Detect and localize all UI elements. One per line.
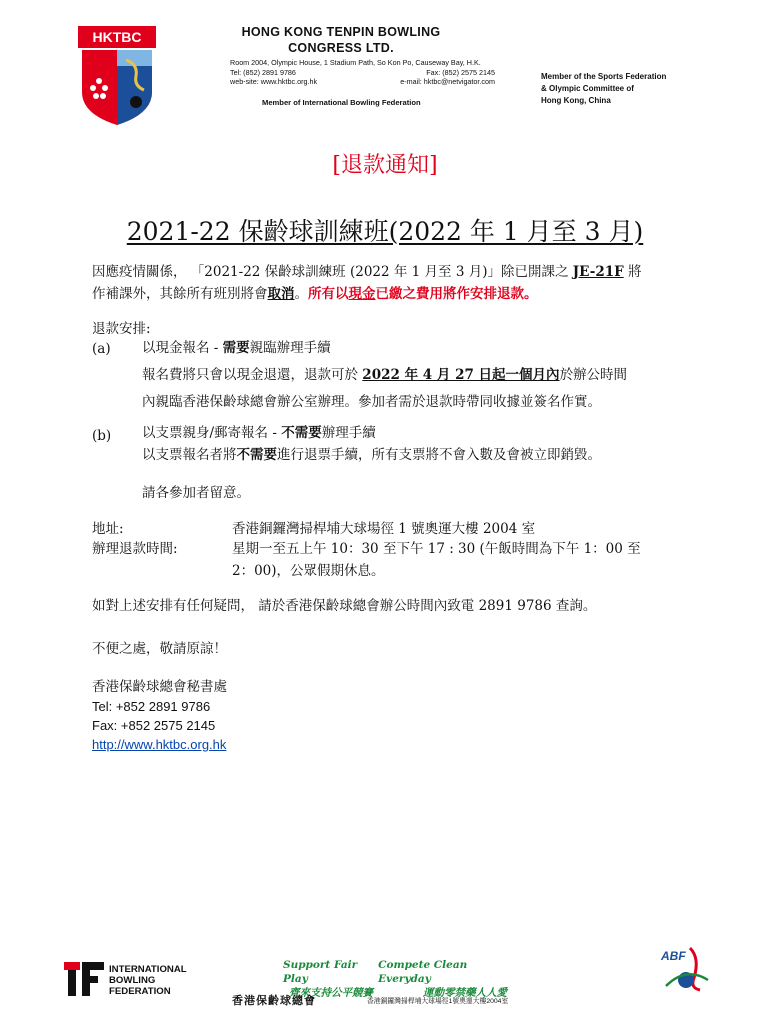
hktbc-logo [78,26,156,126]
org-address: Room 2004, Olympic House, 1 Stadium Path, So Kon Po, Causeway Bay, H.K. [230,58,481,67]
hours-label: 辦理退款時間: [92,541,178,557]
sf-membership: Member of the Sports Federation & Olympic Committee of Hong Kong, China [541,72,667,105]
hours-value: 星期一至五上午 10：30 至下午 17 : 30 (午飯時間為下午 1：00 至 2：00)，公眾假期休息。 [232,541,641,579]
org-email: e-mail: hktbc@netvigator.com [400,77,495,86]
item-b-label: (b) [92,428,112,444]
contact-tel: Tel: +852 2891 9786 [92,699,211,714]
address-value: 香港銅鑼灣掃桿埔大球場徑 1 號奧運大樓 2004 室 [232,521,536,537]
page-title: 2021-22 保齡球訓練班(2022 年 1 月至 3 月) [126,217,644,246]
notice-heading: [退款通知] [332,153,438,178]
contact-fax: Fax: +852 2575 2145 [92,718,216,733]
refund-period: 2022 年 4 月 27 日起一個月內 [362,367,560,383]
cancel-text: 取消 [267,286,295,302]
ibf-name: INTERNATIONAL BOWLING FEDERATION [109,964,187,997]
org-tel: Tel: (852) 2891 9786 [230,67,296,77]
abf-text: ABF [661,949,686,963]
org-name: HONG KONG TENPIN BOWLING CONGRESS LTD. [241,25,441,55]
enquiry-text: 如對上述安排有任何疑問， 請於香港保齡球總會辦公時間內致電 2891 9786 查詢。 [92,598,597,614]
intro-paragraph: 因應疫情關係， 「2021-22 保齡球訓練班 (2022 年 1 月至 3 月)」除已開課之 JE-21F 將 作補課外，其餘所有班別將會取消。所有以現金已繳之費用將作安排退款。 [92,264,642,302]
reminder: 請各參加者留意。 [142,485,250,501]
refund-heading: 退款安排: [92,321,151,337]
fair-play-slogan: Support Fair Play Compete Clean Everyday 齊來支持公平競賽 運動零禁藥人人愛 [283,959,507,999]
item-a-label: (a) [92,341,111,357]
address-label: 地址: [92,521,124,537]
org-website: web-site: www.hktbc.org.hk [230,77,318,86]
logo-text: HKTBC [92,29,142,45]
item-a: 以現金報名 - 需要親臨辦理手續 報名費將只會以現金退還，退款可於 2022 年 4 月 27 日起一個月內於辦公時間 內親臨香港保齡球總會辦公室辦理。參加者需於退款時帶同收據並簽名作實。 [142,340,628,410]
abf-logo [660,946,710,992]
ibf-membership: Member of International Bowling Federation [262,98,421,107]
signoff: 香港保齡球總會秘書處 [92,679,227,695]
contact-block [92,678,227,754]
website-link[interactable]: http://www.hktbc.org.hk [92,737,227,752]
ibf-logo [62,958,106,998]
item-b: 以支票親身/郵寄報名 - 不需要辦理手續 以支票報名者將不需要進行退票手續，所有支票將不會入數及會被立即銷毀。 [142,425,601,463]
org-fax: Fax: (852) 2575 2145 [426,67,495,77]
course-code: JE-21F [572,264,624,280]
footer-org-name: 香港保齡球總會 [232,995,316,1007]
footer-address: 香港銅鑼灣掃桿埔大球場徑1號奧運大樓2004室 [367,998,509,1005]
apology-text: 不便之處，敬請原諒！ [92,641,227,657]
org-address-block [230,58,495,87]
